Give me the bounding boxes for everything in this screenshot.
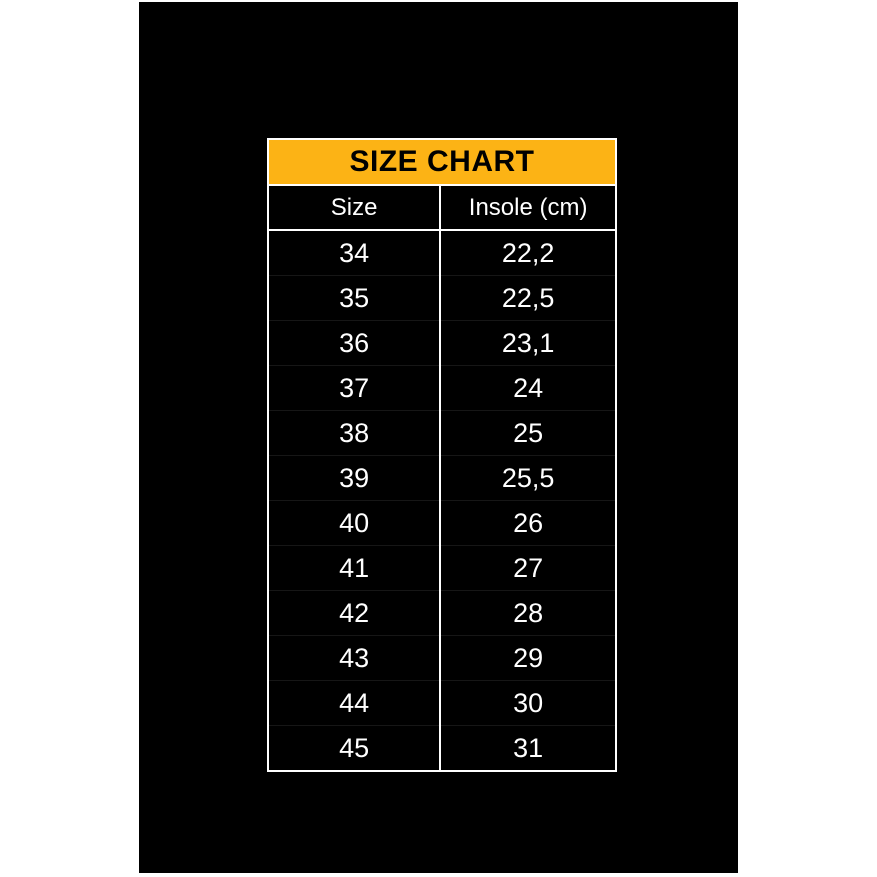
size-cell: 37	[268, 366, 440, 411]
table-row	[268, 230, 616, 276]
insole-cell: 25,5	[440, 456, 616, 501]
column-header-size: Size	[268, 185, 440, 230]
column-header-insole: Insole (cm)	[440, 185, 616, 230]
table-row	[268, 636, 616, 681]
table-row	[268, 501, 616, 546]
insole-cell: 23,1	[440, 321, 616, 366]
size-cell: 39	[268, 456, 440, 501]
size-cell: 45	[268, 726, 440, 772]
table-row	[268, 276, 616, 321]
table-row	[268, 591, 616, 636]
size-cell: 42	[268, 591, 440, 636]
size-cell: 36	[268, 321, 440, 366]
insole-cell: 26	[440, 501, 616, 546]
insole-cell: 22,2	[501, 237, 555, 268]
insole-cell: 28	[440, 591, 616, 636]
table-row	[268, 366, 616, 411]
table-row	[268, 726, 616, 772]
insole-cell: 31	[440, 726, 616, 772]
insole-cell: 22,5	[440, 276, 616, 321]
black-panel	[139, 2, 738, 873]
insole-cell: 29	[440, 636, 616, 681]
size-cell: 34	[268, 230, 440, 276]
title-row	[268, 139, 616, 185]
insole-cell: 24	[440, 366, 616, 411]
size-chart-title: SIZE CHART	[268, 139, 616, 185]
column-header-row	[268, 185, 616, 230]
table-row	[268, 681, 616, 726]
size-cell: 41	[268, 546, 440, 591]
size-chart-table	[267, 138, 617, 772]
size-cell: 43	[268, 636, 440, 681]
table-row	[268, 321, 616, 366]
size-cell: 35	[268, 276, 440, 321]
table-row	[268, 546, 616, 591]
insole-cell: 27	[440, 546, 616, 591]
table-row	[268, 456, 616, 501]
size-table-body	[268, 230, 616, 771]
insole-cell: 25	[440, 411, 616, 456]
insole-cell: 30	[440, 681, 616, 726]
size-cell: 44	[268, 681, 440, 726]
table-row	[268, 411, 616, 456]
size-cell: 40	[268, 501, 440, 546]
size-cell: 38	[268, 411, 440, 456]
